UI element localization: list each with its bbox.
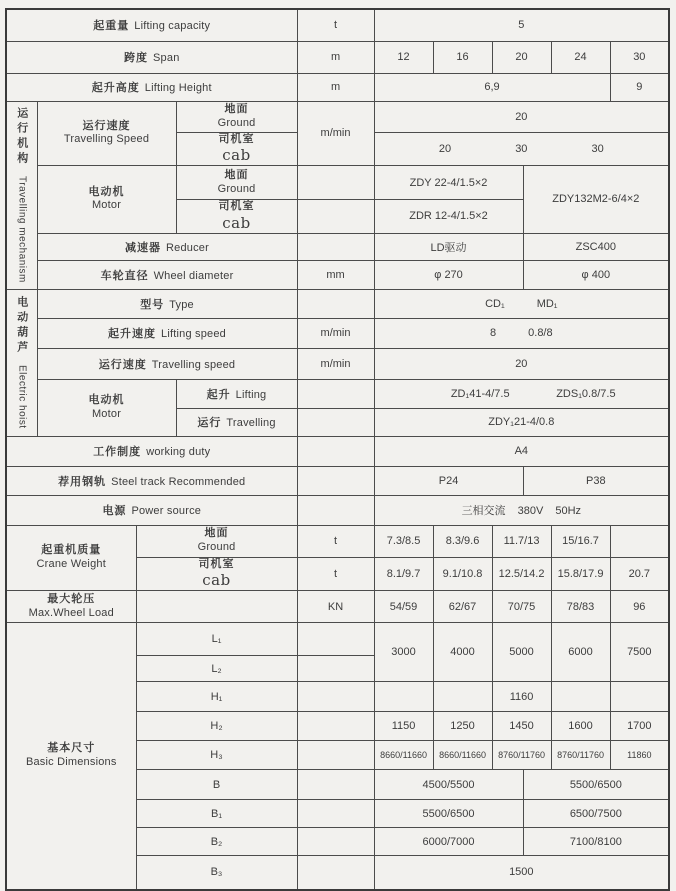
value-cell: 9.1/10.8: [433, 557, 492, 591]
row-travel-speed-ground: [6, 101, 669, 132]
label-en: Power source: [131, 505, 202, 517]
label-zh: 起升高度: [91, 82, 140, 94]
value-cell: P38: [523, 466, 669, 495]
value-cell: 11.7/13: [492, 525, 551, 557]
hoist-travel-speed-label: [37, 348, 297, 379]
label-en: Lifting Height: [144, 82, 212, 94]
value-cell: 1160: [492, 682, 551, 712]
row-hoist-travel-speed: [6, 348, 669, 379]
label-en: Ground: [217, 182, 256, 195]
travel-motor-label: [37, 166, 176, 234]
value-cell: 1500: [374, 856, 669, 890]
value-cell: φ 400: [523, 260, 669, 289]
label-en: Lifting speed: [161, 328, 226, 340]
label-zh: 地面: [224, 168, 249, 181]
label-zh: 电源: [102, 505, 127, 517]
label-zh: 荐用钢轨: [58, 475, 107, 488]
value-cell: [551, 682, 610, 712]
dim-sublabel: L₂: [136, 656, 297, 682]
label-zh: 地面: [204, 527, 229, 540]
crane-spec-table: [5, 8, 670, 891]
unit-cell: [297, 200, 374, 234]
unit-cell: m: [297, 73, 374, 101]
dim-sublabel: L₁: [136, 623, 297, 656]
unit-cell: m/min: [297, 348, 374, 379]
unit-cell: mm: [297, 260, 374, 289]
label-zh: 电动机: [88, 185, 125, 198]
electric-hoist-strip: [6, 289, 37, 436]
label-en: Reducer: [166, 241, 209, 254]
row-working-duty: [6, 436, 669, 466]
strip-en: Travelling mechanism: [16, 176, 28, 283]
value-cell: 15.8/17.9: [551, 557, 610, 591]
value-cell: 62/67: [433, 591, 492, 623]
dim-sublabel: H₁: [136, 682, 297, 712]
unit-cell: [297, 289, 374, 318]
row-steel-track: [6, 466, 669, 495]
value-cell: 9: [610, 73, 669, 101]
value-cell: 7100/8100: [523, 828, 669, 856]
value-cell: 6000/7000: [374, 828, 523, 856]
value-cell: 96: [610, 591, 669, 623]
travelling-mechanism-strip: [6, 101, 37, 289]
value-cell: [374, 289, 669, 318]
unit-cell: t: [297, 557, 374, 591]
value-cell: 5500/6500: [523, 770, 669, 800]
value-cell: ZDY132M2-6/4×2: [523, 166, 669, 234]
ground-sublabel: [136, 525, 297, 557]
label-zh: 起重机质量: [41, 544, 102, 556]
row-hoist-type: [6, 289, 669, 318]
value-cell: 20: [374, 101, 669, 132]
value-cell: [433, 682, 492, 712]
crane-weight-label: [6, 525, 136, 591]
unit-cell: [297, 466, 374, 495]
travel-speed-label: [37, 101, 176, 166]
label-zh: 最大轮压: [47, 592, 96, 605]
unit-cell: [297, 656, 374, 682]
value-cell: 4500/5500: [374, 770, 523, 800]
cab-sublabel: [176, 132, 297, 166]
value-cell: 12.5/14.2: [492, 557, 551, 591]
row-hoist-lifting-speed: [6, 318, 669, 348]
label-zh: 型号: [140, 298, 165, 311]
lifting-sublabel: [176, 379, 297, 408]
unit-cell: [297, 741, 374, 770]
ground-sublabel: [176, 166, 297, 200]
unit-cell: [297, 166, 374, 200]
label-en: Crane Weight: [36, 557, 106, 570]
label-zh: 电动机: [88, 393, 125, 406]
dim-sublabel: B₂: [136, 828, 297, 856]
value-cell: 6500/7500: [523, 800, 669, 828]
wheel-diameter-label: [37, 260, 297, 289]
value-cell: 20: [492, 41, 551, 73]
unit-cell: [297, 379, 374, 408]
unit-cell: [297, 495, 374, 525]
value-cell: [374, 132, 669, 166]
label-zh: 起重量: [93, 20, 130, 33]
row-power-source: [6, 495, 669, 525]
reducer-label: [37, 233, 297, 260]
value-cell: ZDR 12-4/1.5×2: [374, 200, 523, 234]
unit-cell: m: [297, 41, 374, 73]
dim-sublabel: B: [136, 770, 297, 800]
strip-zh: 运行机构: [15, 107, 28, 168]
value-cell: 三相交流 380V 50Hz: [374, 495, 669, 525]
value-cell: 11860: [610, 741, 669, 770]
value-cell: 3000: [374, 623, 433, 682]
label-en: cab: [202, 571, 231, 590]
label-zh: 减速器: [125, 241, 162, 254]
value-cell: 1700: [610, 712, 669, 741]
label-zh: 车轮直径: [100, 269, 149, 282]
value-cell: 6,9: [374, 73, 610, 101]
label-en: Lifting capacity: [134, 20, 211, 33]
cab-speed-value: 20: [438, 142, 452, 155]
row-crane-weight-ground: [6, 525, 669, 557]
value-cell: 1150: [374, 712, 433, 741]
empty-sublabel: [136, 591, 297, 623]
value-cell: [610, 525, 669, 557]
value-cell: 70/75: [492, 591, 551, 623]
row-lifting-height: [6, 73, 669, 101]
value-cell: φ 270: [374, 260, 523, 289]
cab-sublabel: [176, 200, 297, 234]
value-cell: 6000: [551, 623, 610, 682]
label-en: Type: [169, 298, 194, 311]
value-cell: 24: [551, 41, 610, 73]
type-label: [37, 289, 297, 318]
dim-sublabel: H₂: [136, 712, 297, 741]
value-cell: [374, 379, 669, 408]
value-cell: 78/83: [551, 591, 610, 623]
value-cell: 15/16.7: [551, 525, 610, 557]
dim-sublabel: B₁: [136, 800, 297, 828]
value-cell: 16: [433, 41, 492, 73]
unit-cell: [297, 712, 374, 741]
value-cell: 1450: [492, 712, 551, 741]
label-en: Travelling Speed: [63, 133, 150, 146]
basic-dimensions-label: [6, 623, 136, 890]
label-en: cab: [222, 213, 251, 232]
value-cell: 20: [374, 348, 669, 379]
row-wheel-diameter: [6, 260, 669, 289]
motor-value: ZD₁41-4/7.5: [450, 387, 510, 400]
speed-value: 0.8/8: [528, 327, 553, 339]
strip-text: [7, 107, 37, 283]
label-en: Motor: [91, 407, 122, 420]
working-duty-label: [6, 436, 297, 466]
row-lifting-capacity: [6, 9, 669, 41]
value-cell: [374, 318, 669, 348]
hoist-motor-label: [37, 379, 176, 436]
value-cell: ZSC400: [523, 233, 669, 260]
unit-cell: t: [297, 9, 374, 41]
label-zh: 起升速度: [108, 328, 157, 340]
label-zh: 运行速度: [82, 119, 131, 132]
dim-sublabel: H₃: [136, 741, 297, 770]
unit-cell: [297, 856, 374, 890]
type-value: MD₁: [536, 297, 558, 310]
unit-cell: [297, 800, 374, 828]
label-en: Travelling speed: [151, 358, 236, 371]
value-cell: 7.3/8.5: [374, 525, 433, 557]
label-en: Ground: [217, 116, 256, 129]
cab-speed-value: 30: [515, 142, 528, 155]
dim-sublabel: B₃: [136, 856, 297, 890]
label-zh: 地面: [224, 102, 249, 115]
value-cell: 5000: [492, 623, 551, 682]
value-cell: 8660/11660: [374, 741, 433, 770]
row-reducer: [6, 233, 669, 260]
unit-cell: KN: [297, 591, 374, 623]
label-en: Wheel diameter: [153, 269, 234, 282]
max-wheel-load-label: [6, 591, 136, 623]
row-span: [6, 41, 669, 73]
cab-sublabel: [136, 557, 297, 591]
unit-cell: [297, 408, 374, 436]
label-zh: 司机室: [218, 132, 255, 145]
label-en: cab: [222, 146, 251, 165]
label-en: Basic Dimensions: [25, 755, 117, 768]
label-en: Max.Wheel Load: [28, 606, 114, 619]
strip-text: [7, 296, 37, 429]
value-cell: 1250: [433, 712, 492, 741]
label-en: Span: [153, 52, 180, 64]
unit-cell: [297, 770, 374, 800]
unit-cell: [297, 233, 374, 260]
unit-cell: [297, 828, 374, 856]
value-cell: 8660/11660: [433, 741, 492, 770]
value-cell: 8760/11760: [492, 741, 551, 770]
value-cell: 8760/11760: [551, 741, 610, 770]
strip-en: Electric hoist: [16, 365, 28, 429]
value-cell: 5: [374, 9, 669, 41]
label-en: Ground: [197, 541, 236, 553]
unit-cell: t: [297, 525, 374, 557]
value-cell: P24: [374, 466, 523, 495]
value-cell: A4: [374, 436, 669, 466]
row-dim-L1: [6, 623, 669, 656]
value-cell: ZDY 22-4/1.5×2: [374, 166, 523, 200]
ground-sublabel: [176, 101, 297, 132]
value-cell: 4000: [433, 623, 492, 682]
value-cell: LD驱动: [374, 233, 523, 260]
lifting-speed-label: [37, 318, 297, 348]
label-zh: 工作制度: [93, 446, 142, 458]
label-en: Steel track Recommended: [111, 475, 246, 488]
row-hoist-motor-lifting: [6, 379, 669, 408]
value-cell: [610, 682, 669, 712]
label-zh: 运行速度: [98, 358, 147, 371]
value-cell: 1600: [551, 712, 610, 741]
label-zh: 司机室: [218, 200, 255, 212]
label-zh: 跨度: [124, 52, 149, 64]
type-value: CD₁: [485, 297, 505, 310]
label-zh: 起升: [206, 388, 231, 401]
label-en: Motor: [91, 199, 122, 212]
label-en: working duty: [146, 446, 211, 458]
strip-zh: 电动葫芦: [15, 296, 28, 357]
label-en: Travelling: [226, 417, 276, 429]
unit-cell: [297, 682, 374, 712]
unit-cell: [297, 623, 374, 656]
label-zh: 司机室: [198, 557, 235, 570]
value-cell: 54/59: [374, 591, 433, 623]
travelling-sublabel: [176, 408, 297, 436]
span-label: [6, 41, 297, 73]
value-cell: 8.3/9.6: [433, 525, 492, 557]
steel-track-label: [6, 466, 297, 495]
row-travel-motor-ground: [6, 166, 669, 200]
unit-cell: [297, 436, 374, 466]
label-zh: 运行: [197, 417, 222, 429]
unit-cell: m/min: [297, 101, 374, 166]
value-cell: 8.1/9.7: [374, 557, 433, 591]
value-cell: 30: [610, 41, 669, 73]
lifting-height-label: [6, 73, 297, 101]
lifting-capacity-label: [6, 9, 297, 41]
row-max-wheel-load: [6, 591, 669, 623]
value-cell: 5500/6500: [374, 800, 523, 828]
label-zh: 基本尺寸: [47, 742, 96, 754]
value-cell: 20.7: [610, 557, 669, 591]
value-cell: [374, 682, 433, 712]
speed-value: 8: [490, 327, 497, 339]
cab-speed-value: 30: [591, 142, 604, 155]
value-cell: ZDY₁21-4/0.8: [374, 408, 669, 436]
unit-cell: m/min: [297, 318, 374, 348]
value-cell: 7500: [610, 623, 669, 682]
power-source-label: [6, 495, 297, 525]
label-en: Lifting: [235, 388, 267, 401]
value-cell: 12: [374, 41, 433, 73]
motor-value: ZDS₁0.8/7.5: [556, 387, 616, 400]
